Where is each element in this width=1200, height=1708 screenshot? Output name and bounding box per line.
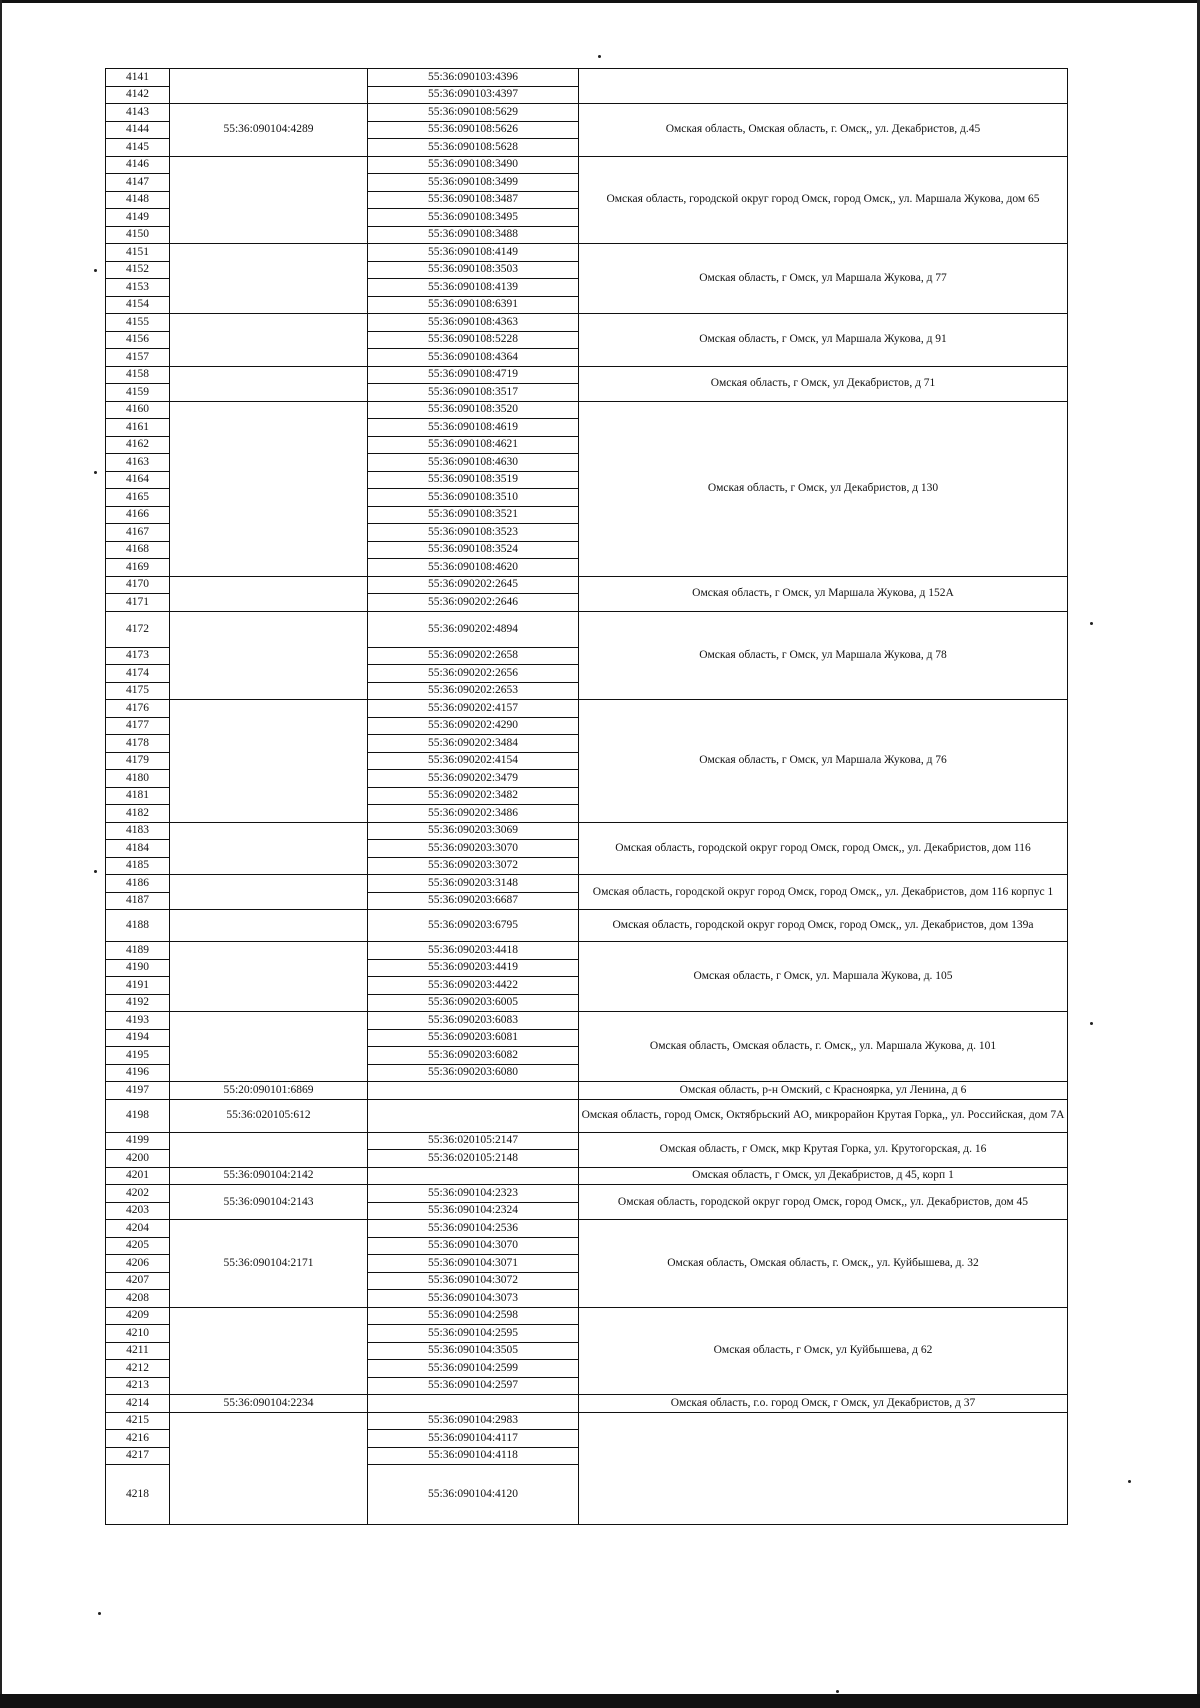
row-number: 4175 bbox=[106, 682, 170, 700]
scan-speck bbox=[94, 870, 97, 873]
cadastral-number: 55:36:090108:5629 bbox=[368, 104, 579, 122]
address: Омская область, г Омск, мкр Крутая Горка, ул. Крутогорская, д. 16 bbox=[579, 1132, 1068, 1167]
cadastral-number: 55:36:090104:2536 bbox=[368, 1220, 579, 1238]
row-number: 4174 bbox=[106, 665, 170, 683]
cadastral-number: 55:36:090108:4621 bbox=[368, 436, 579, 454]
cadastral-number: 55:36:090104:3073 bbox=[368, 1290, 579, 1308]
row-number: 4195 bbox=[106, 1047, 170, 1065]
address: Омская область, Омская область, г. Омск,, ул. Декабристов, д.45 bbox=[579, 104, 1068, 157]
cadastral-number: 55:36:090108:3499 bbox=[368, 174, 579, 192]
row-number: 4197 bbox=[106, 1082, 170, 1100]
cadastral-number: 55:36:090108:6391 bbox=[368, 296, 579, 314]
row-number: 4148 bbox=[106, 191, 170, 209]
address: Омская область, г Омск, ул Маршала Жукова, д 152А bbox=[579, 576, 1068, 611]
row-number: 4172 bbox=[106, 611, 170, 647]
row-number: 4169 bbox=[106, 559, 170, 577]
parent-cadastral-number: 55:36:090104:2143 bbox=[170, 1185, 368, 1220]
row-number: 4198 bbox=[106, 1099, 170, 1132]
cadastral-number: 55:36:090108:3523 bbox=[368, 524, 579, 542]
cadastral-number: 55:36:090108:3519 bbox=[368, 471, 579, 489]
cadastral-number: 55:36:090108:4619 bbox=[368, 419, 579, 437]
row-number: 4185 bbox=[106, 857, 170, 875]
cadastral-number: 55:36:090203:3072 bbox=[368, 857, 579, 875]
row-number: 4153 bbox=[106, 279, 170, 297]
address: Омская область, р-н Омский, с Красноярка, ул Ленина, д 6 bbox=[579, 1082, 1068, 1100]
row-number: 4212 bbox=[106, 1360, 170, 1378]
cadastral-number: 55:36:090104:3505 bbox=[368, 1342, 579, 1360]
row-number: 4143 bbox=[106, 104, 170, 122]
cadastral-number: 55:36:090104:2983 bbox=[368, 1412, 579, 1430]
row-number: 4177 bbox=[106, 717, 170, 735]
cadastral-number: 55:36:090104:2598 bbox=[368, 1307, 579, 1325]
cadastral-number: 55:36:090108:5628 bbox=[368, 139, 579, 157]
address: Омская область, г Омск, ул Декабристов, д 45, корп 1 bbox=[579, 1167, 1068, 1185]
table-row bbox=[106, 69, 1068, 87]
cadastral-number: 55:36:090104:4118 bbox=[368, 1447, 579, 1465]
cadastral-number: 55:36:090108:3487 bbox=[368, 191, 579, 209]
row-number: 4194 bbox=[106, 1029, 170, 1047]
cadastral-number: 55:36:090203:3148 bbox=[368, 875, 579, 893]
cadastral-number: 55:36:090108:4139 bbox=[368, 279, 579, 297]
cadastral-number: 55:36:090104:2324 bbox=[368, 1202, 579, 1220]
address bbox=[579, 69, 1068, 104]
address: Омская область, городской округ город Омск, город Омск,, ул. Декабристов, дом 116 корпус 1 bbox=[579, 875, 1068, 910]
table-row bbox=[106, 1395, 1068, 1413]
row-number: 4204 bbox=[106, 1220, 170, 1238]
scan-speck bbox=[94, 269, 97, 272]
row-number: 4187 bbox=[106, 892, 170, 910]
row-number: 4190 bbox=[106, 959, 170, 977]
cadastral-number bbox=[368, 1395, 579, 1413]
row-number: 4165 bbox=[106, 489, 170, 507]
cadastral-number: 55:36:090202:3482 bbox=[368, 787, 579, 805]
row-number: 4196 bbox=[106, 1064, 170, 1082]
cadastral-number: 55:36:090104:3072 bbox=[368, 1272, 579, 1290]
parent-cadastral-number bbox=[170, 942, 368, 1012]
row-number: 4180 bbox=[106, 770, 170, 788]
row-number: 4182 bbox=[106, 805, 170, 823]
row-number: 4199 bbox=[106, 1132, 170, 1150]
table-row bbox=[106, 1220, 1068, 1238]
address bbox=[579, 1412, 1068, 1525]
parent-cadastral-number bbox=[170, 366, 368, 401]
row-number: 4192 bbox=[106, 994, 170, 1012]
address: Омская область, г.о. город Омск, г Омск, ул Декабристов, д 37 bbox=[579, 1395, 1068, 1413]
cadastral-number: 55:36:090104:2597 bbox=[368, 1377, 579, 1395]
parent-cadastral-number bbox=[170, 910, 368, 942]
row-number: 4207 bbox=[106, 1272, 170, 1290]
row-number: 4184 bbox=[106, 840, 170, 858]
row-number: 4201 bbox=[106, 1167, 170, 1185]
cadastral-number: 55:36:090104:2323 bbox=[368, 1185, 579, 1203]
cadastral-number: 55:36:090203:6083 bbox=[368, 1012, 579, 1030]
scan-speck bbox=[98, 1612, 101, 1615]
row-number: 4209 bbox=[106, 1307, 170, 1325]
cadastral-number: 55:36:090103:4397 bbox=[368, 86, 579, 104]
cadastral-number: 55:36:090203:3069 bbox=[368, 822, 579, 840]
cadastral-number: 55:36:090104:2599 bbox=[368, 1360, 579, 1378]
row-number: 4155 bbox=[106, 314, 170, 332]
address: Омская область, г Омск, ул Маршала Жукова, д 76 bbox=[579, 700, 1068, 823]
cadastral-number: 55:36:090202:2658 bbox=[368, 647, 579, 665]
scan-speck bbox=[1128, 1480, 1131, 1483]
row-number: 4210 bbox=[106, 1325, 170, 1343]
table-row bbox=[106, 1185, 1068, 1203]
cadastral-number: 55:36:090108:3490 bbox=[368, 156, 579, 174]
cadastral-number: 55:36:090108:5228 bbox=[368, 331, 579, 349]
row-number: 4149 bbox=[106, 209, 170, 227]
table-row bbox=[106, 1132, 1068, 1150]
cadastral-number: 55:36:090202:4290 bbox=[368, 717, 579, 735]
parent-cadastral-number bbox=[170, 69, 368, 104]
table-row bbox=[106, 104, 1068, 122]
cadastral-number: 55:36:090202:4894 bbox=[368, 611, 579, 647]
address: Омская область, город Омск, Октябрьский АО, микрорайон Крутая Горка,, ул. Российская, дом 7А bbox=[579, 1099, 1068, 1132]
table-row bbox=[106, 875, 1068, 893]
table-row bbox=[106, 156, 1068, 174]
cadastral-number: 55:36:090108:3510 bbox=[368, 489, 579, 507]
parent-cadastral-number bbox=[170, 156, 368, 244]
row-number: 4203 bbox=[106, 1202, 170, 1220]
scan-speck bbox=[1090, 622, 1093, 625]
table-row bbox=[106, 822, 1068, 840]
cadastral-number: 55:36:090108:3521 bbox=[368, 506, 579, 524]
table-row bbox=[106, 576, 1068, 594]
address: Омская область, г Омск, ул Маршала Жукова, д 77 bbox=[579, 244, 1068, 314]
cadastral-number: 55:36:090202:2653 bbox=[368, 682, 579, 700]
row-number: 4163 bbox=[106, 454, 170, 472]
address: Омская область, г Омск, ул Маршала Жукова, д 91 bbox=[579, 314, 1068, 367]
row-number: 4154 bbox=[106, 296, 170, 314]
cadastral-number: 55:36:090108:4620 bbox=[368, 559, 579, 577]
row-number: 4173 bbox=[106, 647, 170, 665]
cadastral-number: 55:36:090108:3495 bbox=[368, 209, 579, 227]
cadastral-number: 55:36:090108:4719 bbox=[368, 366, 579, 384]
row-number: 4183 bbox=[106, 822, 170, 840]
row-number: 4171 bbox=[106, 594, 170, 612]
table-row bbox=[106, 1307, 1068, 1325]
cadastral-number: 55:36:090108:5626 bbox=[368, 121, 579, 139]
registry-table bbox=[105, 68, 1068, 1525]
row-number: 4202 bbox=[106, 1185, 170, 1203]
cadastral-number bbox=[368, 1082, 579, 1100]
row-number: 4215 bbox=[106, 1412, 170, 1430]
parent-cadastral-number: 55:20:090101:6869 bbox=[170, 1082, 368, 1100]
row-number: 4167 bbox=[106, 524, 170, 542]
row-number: 4157 bbox=[106, 349, 170, 367]
row-number: 4205 bbox=[106, 1237, 170, 1255]
row-number: 4168 bbox=[106, 541, 170, 559]
cadastral-number: 55:36:090203:6081 bbox=[368, 1029, 579, 1047]
parent-cadastral-number: 55:36:090104:2234 bbox=[170, 1395, 368, 1413]
address: Омская область, городской округ город Омск, город Омск,, ул. Маршала Жукова, дом 65 bbox=[579, 156, 1068, 244]
address: Омская область, Омская область, г. Омск,, ул. Маршала Жукова, д. 101 bbox=[579, 1012, 1068, 1082]
parent-cadastral-number bbox=[170, 822, 368, 875]
row-number: 4179 bbox=[106, 752, 170, 770]
table-row bbox=[106, 314, 1068, 332]
address: Омская область, городской округ город Омск, город Омск,, ул. Декабристов, дом 45 bbox=[579, 1185, 1068, 1220]
row-number: 4200 bbox=[106, 1150, 170, 1168]
scan-edge-top bbox=[0, 0, 1200, 3]
cadastral-number: 55:36:090203:3070 bbox=[368, 840, 579, 858]
cadastral-number: 55:36:090202:3486 bbox=[368, 805, 579, 823]
parent-cadastral-number bbox=[170, 700, 368, 823]
cadastral-number: 55:36:090108:4149 bbox=[368, 244, 579, 262]
table-row bbox=[106, 1012, 1068, 1030]
cadastral-number: 55:36:020105:2148 bbox=[368, 1150, 579, 1168]
row-number: 4189 bbox=[106, 942, 170, 960]
cadastral-number: 55:36:090108:3517 bbox=[368, 384, 579, 402]
row-number: 4178 bbox=[106, 735, 170, 753]
row-number: 4162 bbox=[106, 436, 170, 454]
row-number: 4144 bbox=[106, 121, 170, 139]
parent-cadastral-number bbox=[170, 875, 368, 910]
table-row bbox=[106, 1082, 1068, 1100]
parent-cadastral-number bbox=[170, 1412, 368, 1525]
row-number: 4142 bbox=[106, 86, 170, 104]
cadastral-number: 55:36:090203:4418 bbox=[368, 942, 579, 960]
cadastral-number: 55:36:090202:2656 bbox=[368, 665, 579, 683]
table-row bbox=[106, 401, 1068, 419]
table-row bbox=[106, 1412, 1068, 1430]
cadastral-number: 55:36:090108:4364 bbox=[368, 349, 579, 367]
parent-cadastral-number: 55:36:090104:4289 bbox=[170, 104, 368, 157]
row-number: 4211 bbox=[106, 1342, 170, 1360]
cadastral-number: 55:36:090203:6795 bbox=[368, 910, 579, 942]
row-number: 4160 bbox=[106, 401, 170, 419]
cadastral-number: 55:36:090108:3524 bbox=[368, 541, 579, 559]
row-number: 4186 bbox=[106, 875, 170, 893]
cadastral-number: 55:36:090202:4154 bbox=[368, 752, 579, 770]
cadastral-number: 55:36:090104:3071 bbox=[368, 1255, 579, 1273]
table-row bbox=[106, 611, 1068, 647]
table-row bbox=[106, 700, 1068, 718]
parent-cadastral-number bbox=[170, 611, 368, 700]
parent-cadastral-number bbox=[170, 1012, 368, 1082]
parent-cadastral-number: 55:36:090104:2142 bbox=[170, 1167, 368, 1185]
row-number: 4156 bbox=[106, 331, 170, 349]
address: Омская область, городской округ город Омск, город Омск,, ул. Декабристов, дом 116 bbox=[579, 822, 1068, 875]
row-number: 4158 bbox=[106, 366, 170, 384]
scan-edge-left bbox=[0, 0, 2, 1708]
cadastral-number: 55:36:090108:3520 bbox=[368, 401, 579, 419]
cadastral-number: 55:36:090202:3484 bbox=[368, 735, 579, 753]
row-number: 4176 bbox=[106, 700, 170, 718]
cadastral-number: 55:36:090203:4419 bbox=[368, 959, 579, 977]
address: Омская область, городской округ город Омск, город Омск,, ул. Декабристов, дом 139а bbox=[579, 910, 1068, 942]
scan-speck bbox=[94, 471, 97, 474]
parent-cadastral-number bbox=[170, 1307, 368, 1395]
cadastral-number: 55:36:090203:6082 bbox=[368, 1047, 579, 1065]
row-number: 4147 bbox=[106, 174, 170, 192]
row-number: 4206 bbox=[106, 1255, 170, 1273]
row-number: 4181 bbox=[106, 787, 170, 805]
cadastral-number: 55:36:090103:4396 bbox=[368, 69, 579, 87]
cadastral-number: 55:36:090108:4630 bbox=[368, 454, 579, 472]
parent-cadastral-number: 55:36:090104:2171 bbox=[170, 1220, 368, 1308]
cadastral-number: 55:36:090202:2646 bbox=[368, 594, 579, 612]
scan-speck bbox=[598, 55, 601, 58]
row-number: 4216 bbox=[106, 1430, 170, 1448]
parent-cadastral-number bbox=[170, 1132, 368, 1167]
parent-cadastral-number bbox=[170, 401, 368, 576]
row-number: 4159 bbox=[106, 384, 170, 402]
row-number: 4217 bbox=[106, 1447, 170, 1465]
table-row bbox=[106, 942, 1068, 960]
row-number: 4151 bbox=[106, 244, 170, 262]
cadastral-number: 55:36:090202:4157 bbox=[368, 700, 579, 718]
registry-body bbox=[106, 69, 1068, 1525]
cadastral-number: 55:36:090108:3503 bbox=[368, 261, 579, 279]
address: Омская область, г Омск, ул Декабристов, д 71 bbox=[579, 366, 1068, 401]
table-row bbox=[106, 1167, 1068, 1185]
cadastral-number: 55:36:020105:2147 bbox=[368, 1132, 579, 1150]
scan-speck bbox=[836, 1690, 839, 1693]
cadastral-number: 55:36:090108:4363 bbox=[368, 314, 579, 332]
cadastral-number bbox=[368, 1167, 579, 1185]
row-number: 4166 bbox=[106, 506, 170, 524]
cadastral-number: 55:36:090202:2645 bbox=[368, 576, 579, 594]
cadastral-number: 55:36:090203:6005 bbox=[368, 994, 579, 1012]
scan-speck bbox=[1090, 1022, 1093, 1025]
table-row bbox=[106, 910, 1068, 942]
address: Омская область, г Омск, ул. Маршала Жукова, д. 105 bbox=[579, 942, 1068, 1012]
scan-edge-bottom bbox=[0, 1694, 1200, 1708]
address: Омская область, г Омск, ул Куйбышева, д 62 bbox=[579, 1307, 1068, 1395]
row-number: 4152 bbox=[106, 261, 170, 279]
address: Омская область, Омская область, г. Омск,, ул. Куйбышева, д. 32 bbox=[579, 1220, 1068, 1308]
row-number: 4164 bbox=[106, 471, 170, 489]
row-number: 4170 bbox=[106, 576, 170, 594]
row-number: 4208 bbox=[106, 1290, 170, 1308]
address: Омская область, г Омск, ул Декабристов, д 130 bbox=[579, 401, 1068, 576]
row-number: 4193 bbox=[106, 1012, 170, 1030]
cadastral-number: 55:36:090104:4120 bbox=[368, 1465, 579, 1525]
cadastral-number bbox=[368, 1099, 579, 1132]
row-number: 4213 bbox=[106, 1377, 170, 1395]
parent-cadastral-number bbox=[170, 244, 368, 314]
row-number: 4141 bbox=[106, 69, 170, 87]
parent-cadastral-number bbox=[170, 576, 368, 611]
parent-cadastral-number bbox=[170, 314, 368, 367]
parent-cadastral-number: 55:36:020105:612 bbox=[170, 1099, 368, 1132]
table-row bbox=[106, 366, 1068, 384]
cadastral-number: 55:36:090104:3070 bbox=[368, 1237, 579, 1255]
row-number: 4145 bbox=[106, 139, 170, 157]
cadastral-number: 55:36:090202:3479 bbox=[368, 770, 579, 788]
row-number: 4161 bbox=[106, 419, 170, 437]
cadastral-number: 55:36:090104:2595 bbox=[368, 1325, 579, 1343]
address: Омская область, г Омск, ул Маршала Жукова, д 78 bbox=[579, 611, 1068, 700]
cadastral-number: 55:36:090203:6687 bbox=[368, 892, 579, 910]
cadastral-number: 55:36:090203:6080 bbox=[368, 1064, 579, 1082]
cadastral-number: 55:36:090104:4117 bbox=[368, 1430, 579, 1448]
row-number: 4188 bbox=[106, 910, 170, 942]
table-row bbox=[106, 1099, 1068, 1132]
table-row bbox=[106, 244, 1068, 262]
row-number: 4150 bbox=[106, 226, 170, 244]
row-number: 4191 bbox=[106, 977, 170, 995]
cadastral-number: 55:36:090108:3488 bbox=[368, 226, 579, 244]
row-number: 4146 bbox=[106, 156, 170, 174]
row-number: 4214 bbox=[106, 1395, 170, 1413]
row-number: 4218 bbox=[106, 1465, 170, 1525]
cadastral-number: 55:36:090203:4422 bbox=[368, 977, 579, 995]
